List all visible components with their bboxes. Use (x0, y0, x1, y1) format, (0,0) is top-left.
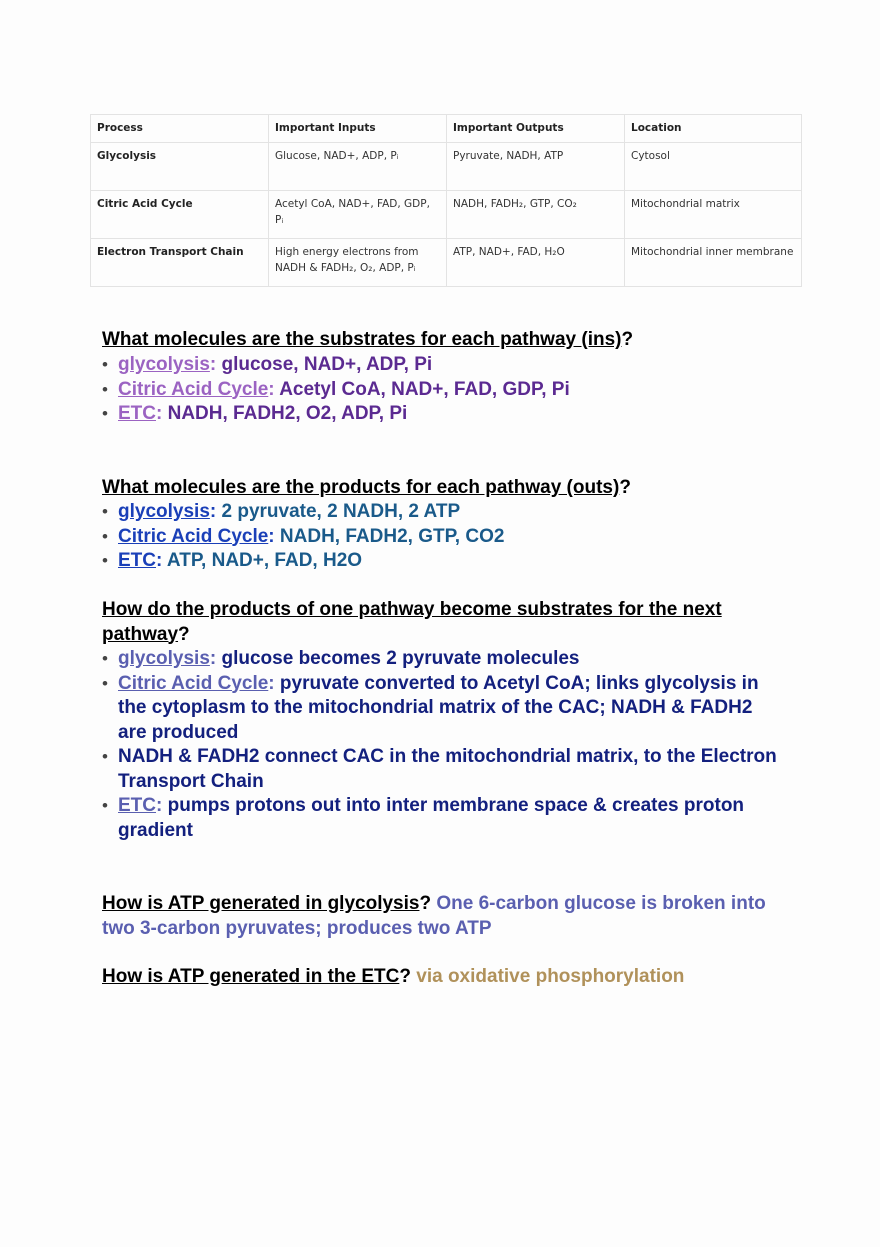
question-mark: ? (619, 477, 631, 498)
item-label: glycolysis (118, 501, 210, 522)
item-label: ETC (118, 550, 156, 571)
substrates-list (102, 353, 782, 427)
cell-location: Cytosol (625, 143, 802, 191)
item-text: pyruvate converted to Acetyl CoA; links glycolysis in the cytoplasm to the mitochondrial matrix of the CAC; NADH & FADH2 are produced (118, 672, 759, 743)
cell-process: Glycolysis (91, 143, 269, 191)
products-list (102, 500, 782, 574)
atp-glycolysis-question: How is ATP generated in glycolysis (102, 893, 420, 914)
item-text: Acetyl CoA, NAD+, FAD, GDP, Pi (274, 378, 570, 400)
item-label: Citric Acid Cycle (118, 525, 269, 547)
cell-location: Mitochondrial matrix (625, 191, 802, 239)
atp-glycolysis-answer: One 6-carbon glucose is broken into two 3-carbon pyruvates; produces two ATP (102, 893, 766, 939)
cell-outputs: Pyruvate, NADH, ATP (447, 143, 625, 191)
list-item (102, 647, 782, 672)
cell-location: Mitochondrial inner membrane (625, 239, 802, 287)
list-item (102, 549, 782, 574)
table-row (91, 239, 802, 287)
item-text: glucose, NAD+, ADP, Pi (216, 354, 433, 375)
item-label: ETC (118, 795, 156, 816)
atp-etc-answer: via oxidative phosphorylation (410, 966, 685, 987)
substrates-question-text: What molecules are the substrates for each pathway (ins) (102, 329, 622, 350)
cell-inputs: Acetyl CoA, NAD+, FAD, GDP, Pᵢ (269, 191, 447, 239)
item-label: Citric Acid Cycle (118, 672, 269, 694)
item-colon: : (209, 354, 217, 375)
products-question (102, 476, 631, 501)
table-header-row (91, 115, 802, 143)
item-colon: : (268, 378, 275, 400)
item-text: pumps protons out into inter membrane space & creates proton gradient (118, 795, 745, 841)
item-colon: : (268, 672, 275, 694)
item-text: NADH, FADH2, GTP, CO2 (274, 525, 505, 547)
link-question (102, 598, 782, 647)
link-list (102, 647, 782, 843)
list-item (102, 500, 782, 525)
item-colon: : (268, 525, 275, 547)
question-mark: ? (399, 966, 411, 987)
substrates-question (102, 328, 633, 353)
process-table (90, 114, 802, 287)
table-row (91, 191, 802, 239)
item-text: ATP, NAD+, FAD, H2O (162, 550, 363, 571)
item-text: NADH & FADH2 connect CAC in the mitochondrial matrix, to the Electron Transport Chain (118, 746, 777, 792)
cell-outputs: ATP, NAD+, FAD, H₂O (447, 239, 625, 287)
link-question-text: How do the products of one pathway become substrates for the next pathway (102, 599, 722, 645)
list-item (102, 672, 782, 746)
header-inputs: Important Inputs (269, 115, 447, 143)
item-colon: : (156, 550, 163, 571)
list-item (102, 794, 782, 843)
item-label: ETC (118, 403, 156, 424)
atp-etc-question: How is ATP generated in the ETC (102, 966, 400, 987)
list-item (102, 378, 782, 403)
list-item (102, 353, 782, 378)
item-colon: : (156, 403, 163, 424)
item-text: glucose becomes 2 pyruvate molecules (216, 648, 580, 669)
cell-inputs: High energy electrons from NADH & FADH₂, O₂, ADP, Pᵢ (269, 239, 447, 287)
question-mark: ? (621, 329, 634, 350)
item-text: NADH, FADH2, O2, ADP, Pi (162, 403, 408, 424)
list-item (102, 402, 782, 427)
atp-etc-paragraph (102, 965, 782, 990)
question-mark: ? (419, 893, 432, 914)
item-label: Citric Acid Cycle (118, 378, 269, 400)
header-process: Process (91, 115, 269, 143)
cell-outputs: NADH, FADH₂, GTP, CO₂ (447, 191, 625, 239)
table-row (91, 143, 802, 191)
item-colon: : (209, 648, 217, 669)
item-label: glycolysis (118, 648, 210, 669)
header-location: Location (625, 115, 802, 143)
cell-process: Citric Acid Cycle (91, 191, 269, 239)
cell-inputs: Glucose, NAD+, ADP, Pᵢ (269, 143, 447, 191)
header-outputs: Important Outputs (447, 115, 625, 143)
list-item (102, 745, 782, 794)
question-mark: ? (178, 623, 190, 645)
cell-process: Electron Transport Chain (91, 239, 269, 287)
item-colon: : (209, 501, 217, 522)
item-label: glycolysis (118, 354, 210, 375)
item-text: 2 pyruvate, 2 NADH, 2 ATP (216, 501, 461, 522)
atp-glycolysis-paragraph (102, 892, 782, 941)
products-question-text: What molecules are the products for each pathway (outs) (102, 477, 620, 498)
item-colon: : (156, 795, 163, 816)
list-item (102, 525, 782, 550)
